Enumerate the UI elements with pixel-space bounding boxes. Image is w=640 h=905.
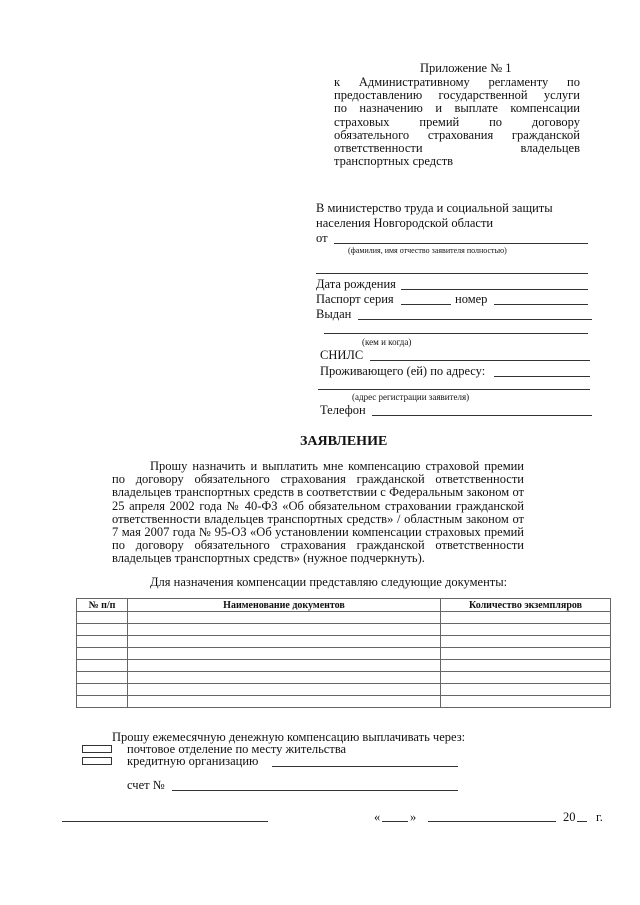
account-field[interactable] bbox=[172, 790, 458, 791]
year-prefix: 20 bbox=[563, 810, 576, 824]
annex-line: обязательного страхования гражданской bbox=[334, 127, 580, 142]
row-document-cell[interactable] bbox=[128, 660, 441, 672]
annex-block bbox=[334, 61, 580, 169]
statement-text bbox=[112, 460, 524, 566]
passport-label: Паспорт серия bbox=[316, 292, 394, 306]
name-field-continued[interactable] bbox=[316, 273, 588, 274]
table-row bbox=[77, 648, 611, 660]
issued-field[interactable] bbox=[358, 319, 592, 320]
name-hint: (фамилия, имя отчество заявителя полностью) bbox=[348, 246, 507, 255]
row-document-cell[interactable] bbox=[128, 624, 441, 636]
table-row bbox=[77, 660, 611, 672]
document-heading: ЗАЯВЛЕНИЕ bbox=[300, 434, 388, 449]
row-copies-cell[interactable] bbox=[441, 684, 611, 696]
row-number-cell[interactable] bbox=[77, 684, 128, 696]
row-number-cell[interactable] bbox=[77, 624, 128, 636]
from-label: от bbox=[316, 231, 328, 245]
row-document-cell[interactable] bbox=[128, 636, 441, 648]
table-row bbox=[77, 696, 611, 708]
row-document-cell[interactable] bbox=[128, 612, 441, 624]
credit-org-label: кредитную организацию bbox=[127, 754, 259, 768]
snils-label: СНИЛС bbox=[320, 348, 364, 362]
passport-number-field[interactable] bbox=[494, 304, 588, 305]
header-number: № п/п bbox=[77, 599, 128, 612]
issued-hint: (кем и когда) bbox=[362, 337, 412, 347]
documents-intro: Для назначения компенсации представляю следующие документы: bbox=[150, 575, 508, 589]
row-copies-cell[interactable] bbox=[441, 672, 611, 684]
year-field[interactable] bbox=[577, 821, 587, 822]
row-number-cell[interactable] bbox=[77, 636, 128, 648]
credit-org-field[interactable] bbox=[272, 766, 458, 767]
row-document-cell[interactable] bbox=[128, 672, 441, 684]
annex-title: Приложение № 1 bbox=[420, 61, 512, 75]
row-copies-cell[interactable] bbox=[441, 636, 611, 648]
row-number-cell[interactable] bbox=[77, 612, 128, 624]
account-label: счет № bbox=[127, 778, 165, 792]
annex-line: предоставлению государственной услуги bbox=[334, 88, 580, 103]
row-copies-cell[interactable] bbox=[441, 648, 611, 660]
annex-line: транспортных средств bbox=[334, 154, 454, 169]
table-row bbox=[77, 624, 611, 636]
row-document-cell[interactable] bbox=[128, 696, 441, 708]
phone-label: Телефон bbox=[320, 403, 366, 417]
row-copies-cell[interactable] bbox=[441, 696, 611, 708]
annex-line: к Административному регламенту по bbox=[334, 75, 580, 89]
row-copies-cell[interactable] bbox=[441, 660, 611, 672]
issued-label: Выдан bbox=[316, 307, 352, 321]
row-copies-cell[interactable] bbox=[441, 624, 611, 636]
statement-paragraph: Прошу назначить и выплатить мне компенсацию страховой премии по договору обязательного страхования гражданской ответственности владельцев транспортных средств в соответствии с Федеральным законом от 25 апреля 2002 года № 40-ФЗ «Об обязательном страховании гражданской ответственности владельцев транспортных средств» / областным законом от 7 мая 2007 года № 95-ОЗ «Об установлении компенсации страховых премий по договору обязательного страхования гражданской ответственности владельцев транспортных средств» (нужное подчеркнуть). bbox=[112, 459, 524, 566]
payment-intro: Прошу ежемесячную денежную компенсацию выплачивать через: bbox=[112, 730, 466, 744]
row-number-cell[interactable] bbox=[77, 696, 128, 708]
year-suffix: г. bbox=[596, 810, 603, 824]
signature-field[interactable] bbox=[62, 821, 268, 822]
row-copies-cell[interactable] bbox=[441, 612, 611, 624]
row-number-cell[interactable] bbox=[77, 660, 128, 672]
table-row bbox=[77, 612, 611, 624]
annex-line: страховых премий по договору bbox=[334, 114, 580, 129]
quote-open: « bbox=[374, 810, 381, 824]
addressee-line1: В министерство труда и социальной защиты bbox=[316, 201, 553, 215]
header-document-name: Наименование документов bbox=[128, 599, 441, 612]
address-field-continued[interactable] bbox=[318, 389, 590, 390]
row-number-cell[interactable] bbox=[77, 672, 128, 684]
row-number-cell[interactable] bbox=[77, 648, 128, 660]
table-row bbox=[77, 684, 611, 696]
passport-series-field[interactable] bbox=[401, 304, 451, 305]
row-document-cell[interactable] bbox=[128, 648, 441, 660]
snils-field[interactable] bbox=[370, 360, 590, 361]
header-copies: Количество экземпляров bbox=[441, 599, 611, 612]
month-field[interactable] bbox=[428, 821, 556, 822]
address-field[interactable] bbox=[494, 376, 590, 377]
post-office-checkbox[interactable] bbox=[82, 745, 112, 753]
table-header-row bbox=[77, 599, 611, 612]
table-row bbox=[77, 672, 611, 684]
residing-label: Проживающего (ей) по адресу: bbox=[320, 364, 486, 378]
addressee-line2: населения Новгородской области bbox=[316, 216, 494, 230]
issued-field-continued[interactable] bbox=[324, 333, 588, 334]
address-hint: (адрес регистрации заявителя) bbox=[352, 392, 470, 402]
documents-table bbox=[76, 598, 611, 708]
day-field[interactable] bbox=[382, 821, 408, 822]
birth-field[interactable] bbox=[401, 289, 588, 290]
quote-close: » bbox=[410, 810, 417, 824]
annex-line: по назначению и выплате компенсации bbox=[334, 101, 580, 116]
credit-org-checkbox[interactable] bbox=[82, 757, 112, 765]
row-document-cell[interactable] bbox=[128, 684, 441, 696]
name-field[interactable] bbox=[334, 243, 588, 244]
number-label: номер bbox=[455, 292, 488, 306]
table-row bbox=[77, 636, 611, 648]
annex-line: ответственности владельцев bbox=[334, 141, 580, 156]
birth-label: Дата рождения bbox=[316, 277, 396, 291]
phone-field[interactable] bbox=[372, 415, 592, 416]
post-office-label: почтовое отделение по месту жительства bbox=[127, 742, 347, 756]
